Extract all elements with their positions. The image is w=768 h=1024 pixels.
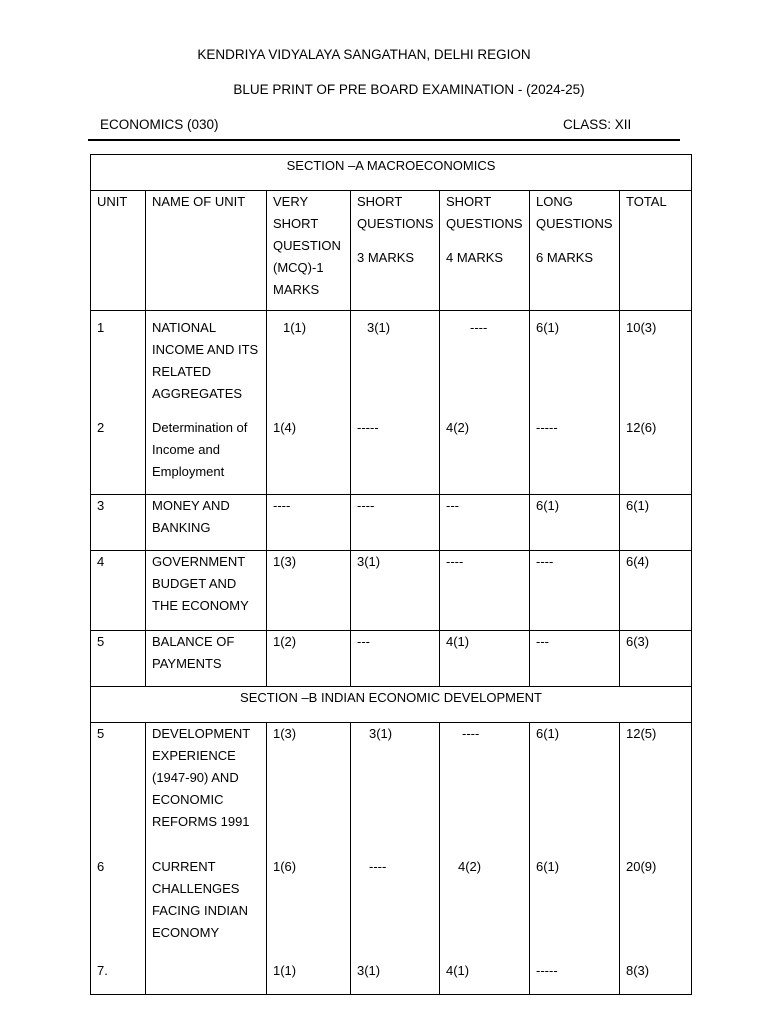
col-header-very-short: VERY SHORT QUESTION (MCQ)-1 MARKS: [267, 191, 351, 311]
very-short-cell: 1(3) 1(6) 1(1): [267, 723, 351, 995]
unit-cell: 5: [91, 631, 146, 687]
table-row: [91, 311, 692, 495]
long-cell: 6(1) -----: [530, 311, 620, 495]
col-header-unit: UNIT: [91, 191, 146, 311]
table-row: [91, 723, 692, 995]
total-cell: 6(1): [620, 495, 692, 551]
short-3-cell: ----: [351, 495, 440, 551]
short-3-cell: 3(1) -----: [351, 311, 440, 495]
short-3-cell: 3(1) ---- 3(1): [351, 723, 440, 995]
section-a-heading: SECTION –A MACROECONOMICS: [91, 155, 692, 191]
class-label: CLASS: XII: [563, 117, 632, 132]
unit-cell: 1 2: [91, 311, 146, 495]
table-row: [91, 495, 692, 551]
table-row: [91, 631, 692, 687]
school-title: KENDRIYA VIDYALAYA SANGATHAN, DELHI REGION: [197, 47, 531, 62]
short-4-cell: ---: [440, 495, 530, 551]
unit-cell: 3: [91, 495, 146, 551]
total-cell: 12(5) 20(9) 8(3): [620, 723, 692, 995]
short-4-cell: ---- 4(2) 4(1): [440, 723, 530, 995]
section-b-row: [91, 687, 692, 723]
unit-cell: 5 6 7.: [91, 723, 146, 995]
section-b-heading: SECTION –B INDIAN ECONOMIC DEVELOPMENT: [91, 687, 692, 723]
long-cell: 6(1) 6(1) -----: [530, 723, 620, 995]
long-cell: ----: [530, 551, 620, 631]
long-cell: ---: [530, 631, 620, 687]
subject-label: ECONOMICS (030): [100, 117, 219, 132]
unit-name-cell: BALANCE OF PAYMENTS: [146, 631, 267, 687]
col-header-short-4: SHORT QUESTIONS 4 MARKS: [440, 191, 530, 311]
total-cell: 10(3) 12(6): [620, 311, 692, 495]
blueprint-table: [90, 154, 692, 995]
very-short-cell: 1(3): [267, 551, 351, 631]
very-short-cell: ----: [267, 495, 351, 551]
very-short-cell: 1(2): [267, 631, 351, 687]
unit-cell: 4: [91, 551, 146, 631]
short-3-cell: 3(1): [351, 551, 440, 631]
short-4-cell: 4(1): [440, 631, 530, 687]
total-cell: 6(4): [620, 551, 692, 631]
very-short-cell: 1(1) 1(4): [267, 311, 351, 495]
col-header-total: TOTAL: [620, 191, 692, 311]
exam-title: BLUE PRINT OF PRE BOARD EXAMINATION - (2024-25): [233, 82, 585, 97]
unit-name-cell: DEVELOPMENT EXPERIENCE (1947-90) AND ECONOMIC REFORMS 1991 CURRENT CHALLENGES FACING INDIAN ECONOMY: [146, 723, 267, 995]
header-divider: [88, 139, 680, 141]
unit-name-cell: NATIONAL INCOME AND ITS RELATED AGGREGATES Determination of Income and Employment: [146, 311, 267, 495]
col-header-short-3: SHORT QUESTIONS 3 MARKS: [351, 191, 440, 311]
short-3-cell: ---: [351, 631, 440, 687]
long-cell: 6(1): [530, 495, 620, 551]
unit-name-cell: GOVERNMENT BUDGET AND THE ECONOMY: [146, 551, 267, 631]
unit-name-cell: MONEY AND BANKING: [146, 495, 267, 551]
total-cell: 6(3): [620, 631, 692, 687]
short-4-cell: ----: [440, 551, 530, 631]
section-a-row: [91, 155, 692, 191]
col-header-long: LONG QUESTIONS 6 MARKS: [530, 191, 620, 311]
short-4-cell: ---- 4(2): [440, 311, 530, 495]
col-header-name: NAME OF UNIT: [146, 191, 267, 311]
table-row: [91, 551, 692, 631]
header-row: [91, 191, 692, 311]
